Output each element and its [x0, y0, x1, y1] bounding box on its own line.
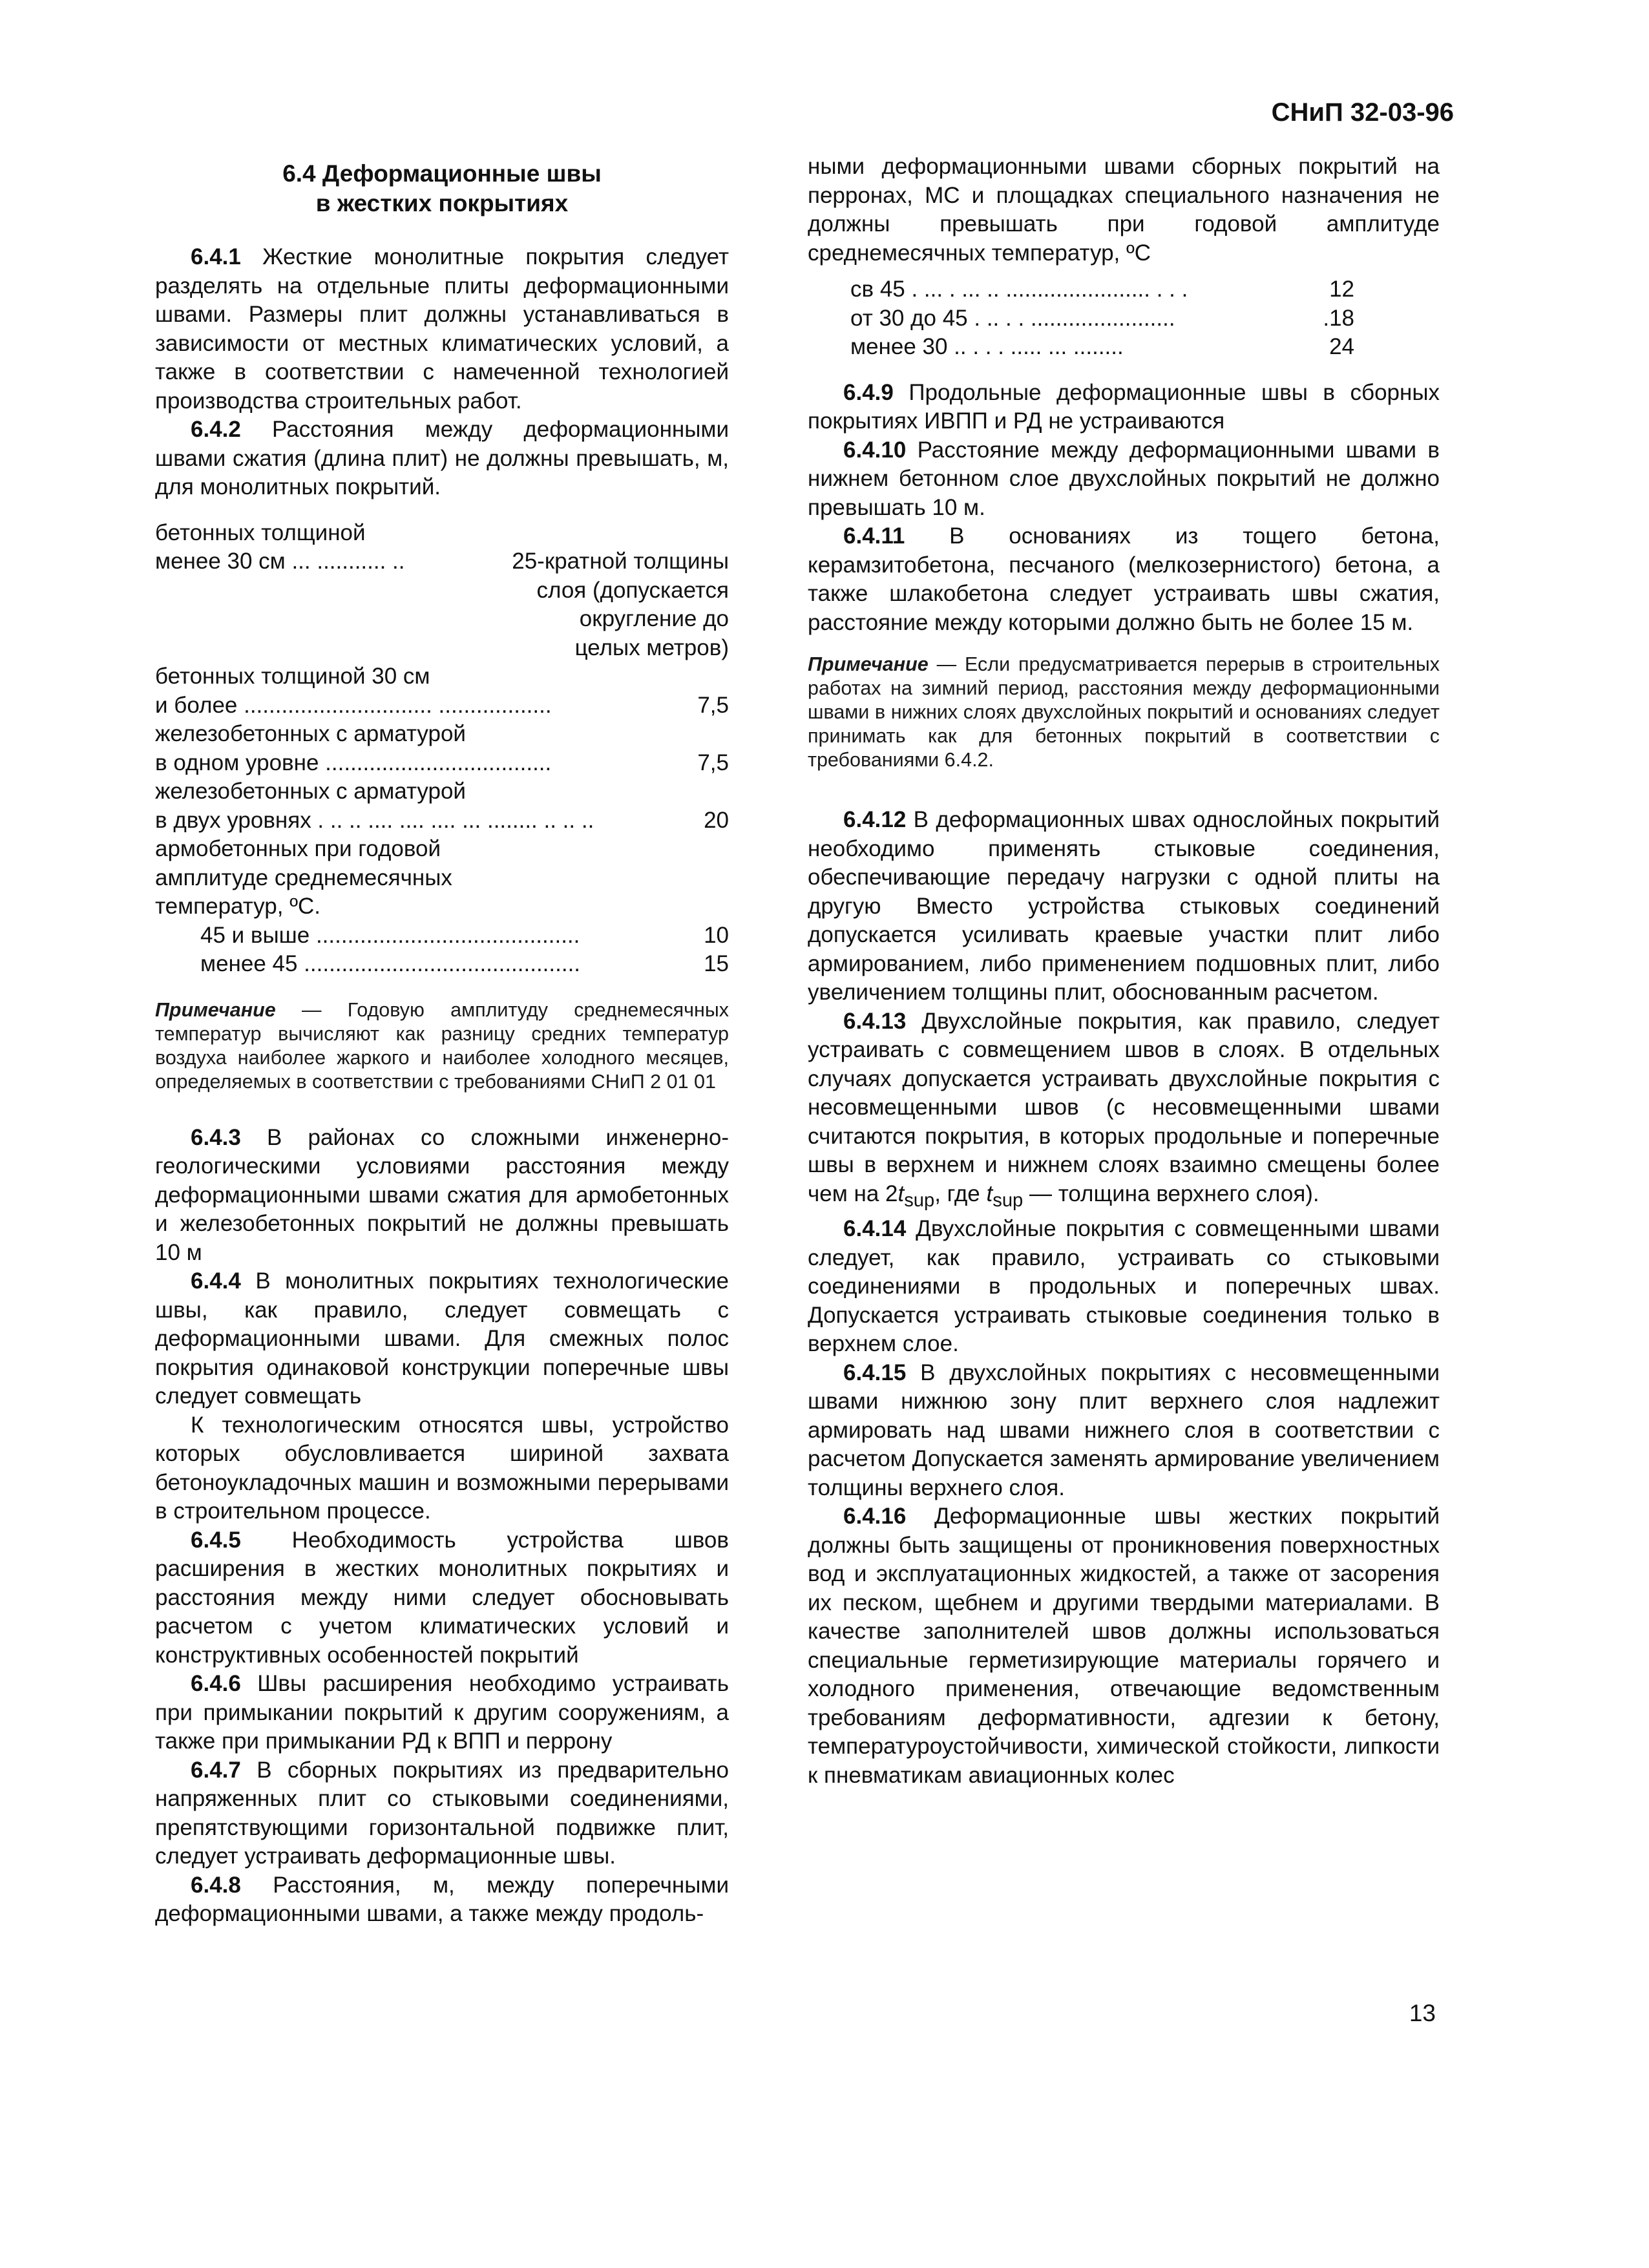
list-item: железобетонных с арматурой в двух уровнях . .. .. .... .... .... ... ........ .. .. .. 20	[155, 779, 729, 833]
left-column	[155, 152, 729, 1929]
clause-6-4-5: 6.4.5 Необходимость устройства швов расширения в жестких монолитных покрытиях и расстояния между ними следует обосновывать расчетом с учетом климатических условий и конструктивных особенностей покрытий	[155, 1527, 729, 1668]
clause-6-4-16: 6.4.16 Деформационные швы жестких покрытий должны быть защищены от проникновения поверхностных вод и эксплуатационных жидкостей, а также от засорения их песком, щебнем и другими твердыми материалами. В качестве заполнителей швов должны использоваться специальные герметизирующие материалы горячего и холодного применения, отвечающие ведомственным требованиям деформативности, адгезии к бетону, температуроустойчивости, химической стойкости, липкости к пневматикам авиационных колес	[808, 1504, 1440, 1788]
section-title	[155, 159, 729, 218]
clause-6-4-4-continuation: К технологическим относятся швы, устройство которых обусловливается шириной захвата бетоноукладочных машин и возможными перерывами в строительном процессе.	[155, 1412, 729, 1524]
note-winter-break: Примечание — Если предусматривается перерыв в строительных работах на зимний период, расстояния между деформационными швами в нижних слоях двухслойных покрытий и основаниях следует принимать как для бетонных покрытий в соответствии с требованиями 6.4.2.	[808, 653, 1440, 771]
clause-6-4-13: 6.4.13 Двухслойные покрытия, как правило, следует устраивать с совмещением швов в слоях. В отдельных случаях допускается устраивать двухслойные покрытия с несовмещенными швов (с несовмещенными швами считаются покрытия, в которых продольные и поперечные швы в верхнем и нижнем слоях взаимно смещены более чем на $2t_{sup}$, где $t_{sup}$ — толщина верхнего слоя).	[808, 1008, 1440, 1211]
section-title-line-1: 6.4 Деформационные швы	[282, 160, 602, 187]
clause-6-4-3: 6.4.3 В районах со сложными инженерно-геологическими условиями расстояния между деформационными швами сжатия для армобетонных и железобетонных покрытий не должны превышать 10 м	[155, 1124, 729, 1265]
clause-6-4-8: 6.4.8 Расстояния, м, между поперечными деформационными швами, а также между продоль-	[155, 1872, 729, 1926]
list-item: от 30 до 45 . .. . . ....................... .18	[850, 305, 1354, 331]
list-item: бетонных толщиной менее 30 см ... ........... .. 25-кратной толщины слоя (допускается округление до целых метров)	[155, 520, 729, 660]
clause-6-4-4: 6.4.4 В монолитных покрытиях технологические швы, как правило, следует совмещать с деформационными швами. Для смежных полос покрытия одинаковой конструкции поперечные швы следует совмещать	[155, 1268, 729, 1409]
page-number: 13	[1409, 2000, 1436, 2026]
joint-spacing-list	[155, 519, 729, 979]
clause-6-4-1: 6.4.1 Жесткие монолитные покрытия следует разделять на отдельные плиты деформационными швами. Размеры плит должны устанавливаться в зависимости от местных климатических условий, а также в соответствии с намеченной технологией производства строительных работ.	[155, 244, 729, 414]
clause-6-4-12: 6.4.12 В деформационных швах однослойных покрытий необходимо применять стыковые соединения, обеспечивающие передачу нагрузки с одной плиты на другую Вместо устройства стыковых соединений допускается усиливать краевые участки плит либо армированием, либо применением подшовных плит, либо увеличением толщины плит, обоснованным расчетом.	[808, 807, 1440, 1005]
prefab-joint-spacing-list	[850, 275, 1354, 362]
clause-6-4-14: 6.4.14 Двухслойные покрытия с совмещенными швами следует, как правило, устраивать со стыковыми соединениями в продольных и поперечных швах. Допускается устраивать стыковые соединения только в верхнем слое.	[808, 1216, 1440, 1356]
clause-6-4-11: 6.4.11 В основаниях из тощего бетона, керамзитобетона, песчаного (мелкозернистого) бетона, а также шлакобетона следует устраивать швы сжатия, расстояние между которыми должно быть не более 15 м.	[808, 523, 1440, 635]
note-annual-amplitude: Примечание — Годовую амплитуду среднемесячных температур вычисляют как разницу средних температур воздуха наиболее жаркого и наиболее холодного месяцев, определяемых в соответствии с требованиями СНиП 2 01 01	[155, 998, 729, 1093]
clause-6-4-7: 6.4.7 В сборных покрытиях из предварительно напряженных плит со стыковыми соединениями, препятствующими горизонтальной подвижке плит, следует устраивать деформационные швы.	[155, 1757, 729, 1869]
list-item: св 45 . ... . ... .. ....................... . . . 12	[850, 277, 1354, 302]
list-item: менее 30 .. . . . ..... ... ........ 24	[850, 334, 1354, 359]
clause-6-4-15: 6.4.15 В двухслойных покрытиях с несовмещенными швами нижнюю зону плит верхнего слоя надлежит армировать над швами нижнего слоя в соответствии с расчетом Допускается заменять армирование увеличением толщины верхнего слоя.	[808, 1360, 1440, 1500]
section-title-line-2: в жестких покрытиях	[315, 190, 569, 216]
right-column	[808, 152, 1440, 1790]
clause-6-4-8-continuation: ными деформационными швами сборных покрытий на перронах, МС и площадках специального назначения не должны превышать при годовой амплитуде среднемесячных температур, ºС	[808, 154, 1440, 266]
clause-6-4-9: 6.4.9 Продольные деформационные швы в сборных покрытиях ИВПП и РД не устраиваются	[808, 379, 1440, 434]
clause-6-4-10: 6.4.10 Расстояние между деформационными швами в нижнем бетонном слое двухслойных покрытий не должно превышать 10 м.	[808, 437, 1440, 520]
list-item: армобетонных при годовой амплитуде среднемесячных температур, ºС. 45 и выше .......................................... 10 менее 45 ............................................ 15	[155, 836, 729, 976]
list-item: бетонных толщиной 30 см и более .............................. .................. 7,5	[155, 664, 729, 718]
clause-6-4-2: 6.4.2 Расстояния между деформационными швами сжатия (длина плит) не должны превышать, м, для монолитных покрытий.	[155, 417, 729, 499]
list-item: железобетонных с арматурой в одном уровне .................................... 7,5	[155, 721, 729, 775]
clause-6-4-6: 6.4.6 Швы расширения необходимо устраивать при примыкании покрытий к другим сооружениям, а также при примыкании РД к ВПП и перрону	[155, 1671, 729, 1754]
running-head-code: СНиП 32-03-96	[1271, 98, 1454, 127]
